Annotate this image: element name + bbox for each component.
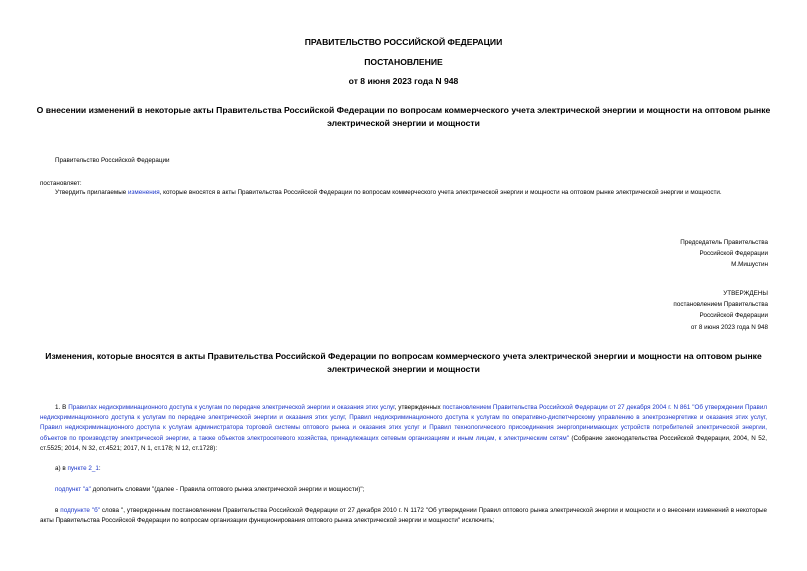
signature-block [680, 237, 768, 271]
document-title: О внесении изменений в некоторые акты Правительства Российской Федерации по вопросам коммерческого учета электрической энергии и мощности на оптовом рынке электрической энергии и мощности [36, 105, 771, 128]
approval-line3: Российской Федерации [699, 312, 768, 320]
signature-name: М.Мишустин [731, 261, 768, 269]
preamble-decides: постановляет: [40, 180, 82, 187]
subpoint-a-link[interactable]: подпункт "а" [55, 486, 91, 493]
item-a-sub-paragraph [55, 485, 364, 495]
item-a-text-pre: а) в [55, 465, 68, 472]
approval-block [673, 288, 768, 333]
preamble-subject: Правительство Российской Федерации [55, 157, 170, 164]
signature-position-line2: Российской Федерации [699, 250, 768, 258]
approval-line4: от 8 июня 2023 года N 948 [690, 323, 768, 331]
item-1-text-4: (Собрание законодательства Российской Федерации, 2004, N 52, ст.5525; 2014, N 32, ст.4521; 2017, N 1, ст.178; N 12, ст.1728): [40, 434, 768, 452]
item-1-text-1: 1. В [55, 404, 69, 411]
document-date: от 8 июня 2023 года N 948 [348, 76, 459, 86]
item-1-paragraph [40, 403, 767, 454]
item-b-text-post: слова ", утвержденным постановлением Правительства Российской Федерации от 27 декабря 2010 г. N 1172 "Об утверждении Правил оптового рынка электрической энергии и мощности и о внесении изменений в некоторые акты Правительства Российской Федерации по вопросам организации функционирования оптового рынка электрической энергии и мощности" исключить; [40, 507, 767, 525]
item-a-paragraph [55, 464, 101, 474]
resolution-861-link[interactable]: постановлением Правительства Российской Федерации от 27 декабря 2004 г. N 861 [442, 404, 691, 411]
item-b-text-pre: в [55, 507, 61, 514]
resolution-861-title-link[interactable]: "Об утверждении Правил недискриминационного доступа к услугам по передаче электрической энергии и оказания этих услуг, Правил недискриминационного доступа к услугам по оперативно-диспетчерскому управлению в электроэнергетике и оказания этих услуг, Правил недискриминационного доступа к услугам администратора торговой системы оптового рынка и оказания этих услуг и Правил технологического присоединения энергопринимающих устройств потребителей электрической энергии, объектов по производству электрической энергии, а также объектов электросетевого хозяйства, принадлежащих сетевым организациям и иным лицам, к электрическим сетям" [40, 404, 768, 442]
item-b-paragraph [40, 506, 767, 526]
changes-link[interactable]: изменения [128, 189, 160, 196]
signature-position-line1: Председатель Правительства [680, 239, 768, 246]
issuing-authority: ПРАВИТЕЛЬСТВО РОССИЙСКОЙ ФЕДЕРАЦИИ [304, 37, 503, 47]
document-type: ПОСТАНОВЛЕНИЕ [364, 57, 443, 67]
rules-link[interactable]: Правилах недискриминационного доступа к услугам по передаче электрической энергии и оказания этих услуг [68, 404, 395, 411]
preamble-paragraph [40, 188, 767, 198]
item-a-sub-text: дополнить словами "(далее - Правила оптового рынка электрической энергии и мощности)"; [90, 486, 365, 493]
preamble-text-end: , которые вносятся в акты Правительства Российской Федерации по вопросам коммерческого учета электрической энергии и мощности на оптовом рынке электрической энергии и мощности. [159, 189, 722, 196]
changes-title: Изменения, которые вносятся в акты Правительства Российской Федерации по вопросам коммерческого учета электрической энергии и мощности на оптовом рынке электрической энергии и мощности [45, 351, 762, 374]
item-1-text-2: , утвержденных [394, 404, 443, 411]
preamble-text-start: Утвердить прилагаемые [55, 189, 128, 196]
approval-line2: постановлением Правительства [673, 301, 768, 309]
approval-line1: УТВЕРЖДЕНЫ [723, 290, 768, 297]
point-2-1-link[interactable]: пункте 2_1 [67, 465, 99, 472]
subpoint-b-link[interactable]: подпункте "б" [60, 507, 100, 514]
item-a-text-post: : [98, 465, 101, 472]
